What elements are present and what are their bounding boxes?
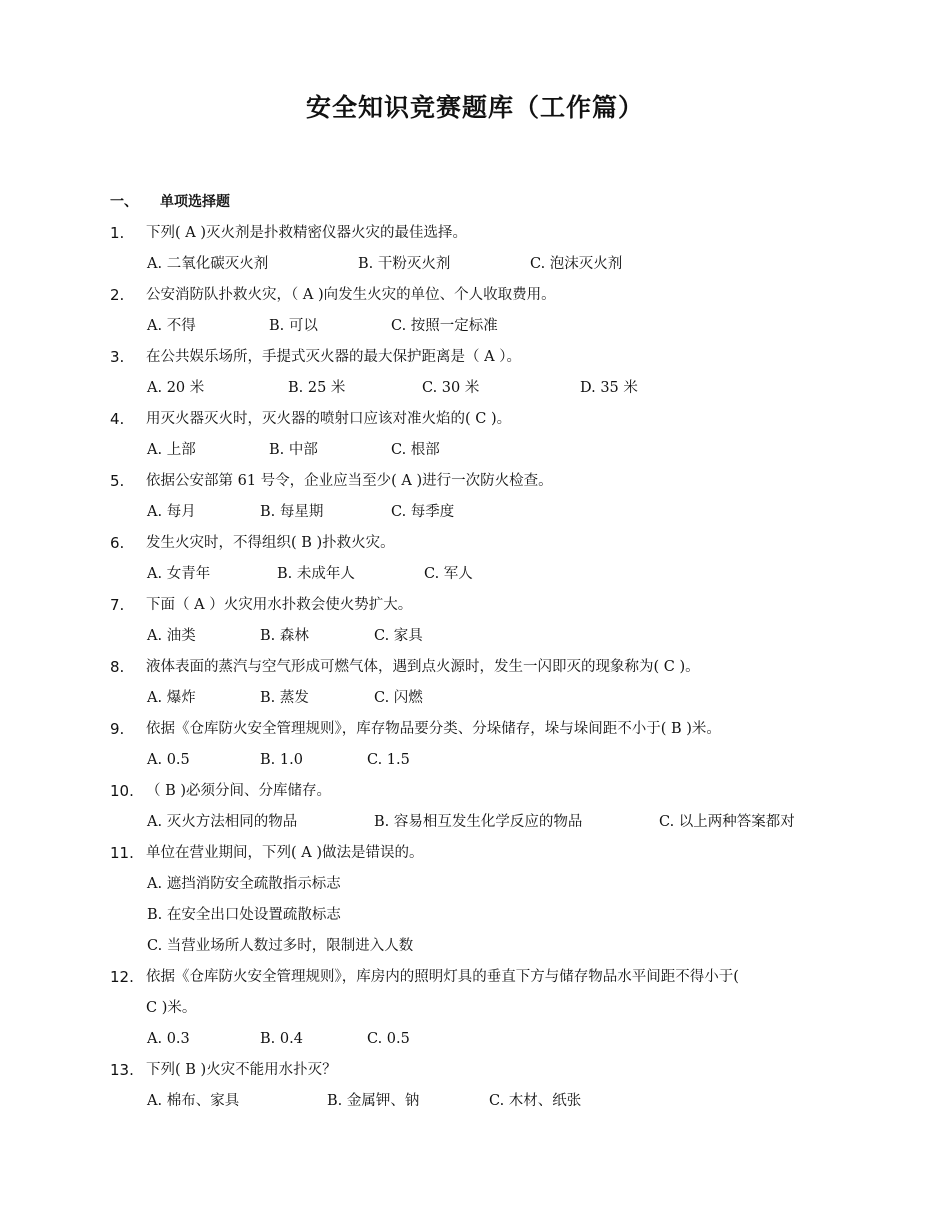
page-title: 安全知识竞赛题库（工作篇） [305, 93, 644, 122]
question-number: 3. [110, 348, 125, 366]
option-c: C. 家具 [374, 628, 423, 644]
question-text-continued: C )米。 [146, 1000, 197, 1016]
option-c: C. 30 米 [422, 380, 480, 396]
option-b: B. 0.4 [260, 1031, 303, 1047]
question-text: 下列( B )火灾不能用水扑灭？ [146, 1062, 337, 1078]
option-b: B. 25 米 [288, 380, 346, 396]
question-text: 依据《仓库防火安全管理规则》，库房内的照明灯具的垂直下方与储存物品水平间距不得小于( [146, 969, 739, 985]
option-a: A. 上部 [147, 442, 196, 458]
option-c: C. 泡沫灭火剂 [530, 256, 623, 272]
question-number: 11. [110, 844, 134, 862]
question-text: 液体表面的蒸汽与空气形成可燃气体，遇到点火源时，发生一闪即灭的现象称为( C )。 [146, 659, 700, 675]
option-c: C. 木材、纸张 [489, 1093, 582, 1109]
option-b: B. 在安全出口处设置疏散标志 [147, 907, 341, 923]
option-b: B. 中部 [269, 442, 318, 458]
option-c: C. 每季度 [391, 504, 455, 520]
question-number: 7. [110, 596, 125, 614]
option-a: A. 20 米 [147, 380, 205, 396]
question-text: 公安消防队扑救火灾，（ A )向发生火灾的单位、个人收取费用。 [146, 287, 556, 303]
question-text: （ B )必须分间、分库储存。 [146, 783, 332, 799]
section-number: 一、 [110, 194, 138, 210]
option-b: B. 每星期 [260, 504, 324, 520]
option-c: C. 根部 [391, 442, 440, 458]
option-c: C. 0.5 [367, 1031, 410, 1047]
option-a: A. 棉布、家具 [147, 1093, 240, 1109]
question-number: 10. [110, 782, 134, 800]
option-b: B. 1.0 [260, 752, 303, 768]
option-c: C. 当营业场所人数过多时，限制进入人数 [147, 938, 414, 954]
question-number: 1. [110, 224, 125, 242]
option-b: B. 蒸发 [260, 690, 309, 706]
option-c: C. 闪燃 [374, 690, 423, 706]
question-text: 在公共娱乐场所，手提式灭火器的最大保护距离是（ A ）。 [146, 349, 521, 365]
question-number: 13. [110, 1061, 134, 1079]
option-a: A. 油类 [147, 628, 196, 644]
option-a: A. 不得 [147, 318, 196, 334]
question-text: 下面（ A ）火灾用水扑救会使火势扩大。 [146, 597, 413, 613]
question-number: 9. [110, 720, 125, 738]
question-number: 12. [110, 968, 134, 986]
question-text: 依据公安部第 61 号令，企业应当至少( A )进行一次防火检查。 [146, 473, 553, 489]
question-number: 6. [110, 534, 125, 552]
option-c: C. 1.5 [367, 752, 410, 768]
option-c: C. 军人 [424, 566, 473, 582]
option-a: A. 灭火方法相同的物品 [147, 814, 298, 830]
question-text: 依据《仓库防火安全管理规则》，库存物品要分类、分垛储存，垛与垛间距不小于( B )米。 [146, 721, 721, 737]
section-heading [110, 191, 230, 211]
question-text: 发生火灾时，不得组织( B )扑救火灾。 [146, 535, 395, 551]
option-b: B. 干粉灭火剂 [358, 256, 451, 272]
option-a: A. 女青年 [147, 566, 211, 582]
option-b: B. 可以 [269, 318, 318, 334]
question-text: 用灭火器灭火时，灭火器的喷射口应该对准火焰的( C )。 [146, 411, 512, 427]
option-b: B. 森林 [260, 628, 309, 644]
option-a: A. 每月 [147, 504, 196, 520]
option-c: C. 按照一定标准 [391, 318, 498, 334]
option-d: D. 35 米 [580, 380, 638, 396]
option-b: B. 未成年人 [277, 566, 355, 582]
option-b: B. 容易相互发生化学反应的物品 [374, 814, 583, 830]
section-label: 单项选择题 [160, 194, 230, 210]
question-number: 5. [110, 472, 125, 490]
option-c: C. 以上两种答案都对 [659, 814, 795, 830]
option-a: A. 二氧化碳灭火剂 [147, 256, 269, 272]
option-a: A. 0.5 [147, 752, 190, 768]
question-text: 下列( A )灭火剂是扑救精密仪器火灾的最佳选择。 [146, 225, 468, 241]
option-a: A. 爆炸 [147, 690, 196, 706]
question-number: 2. [110, 286, 125, 304]
option-b: B. 金属钾、钠 [327, 1093, 420, 1109]
option-a: A. 0.3 [147, 1031, 190, 1047]
question-number: 8. [110, 658, 125, 676]
question-text: 单位在营业期间，下列( A )做法是错误的。 [146, 845, 424, 861]
question-number: 4. [110, 410, 125, 428]
option-a: A. 遮挡消防安全疏散指示标志 [147, 876, 341, 892]
